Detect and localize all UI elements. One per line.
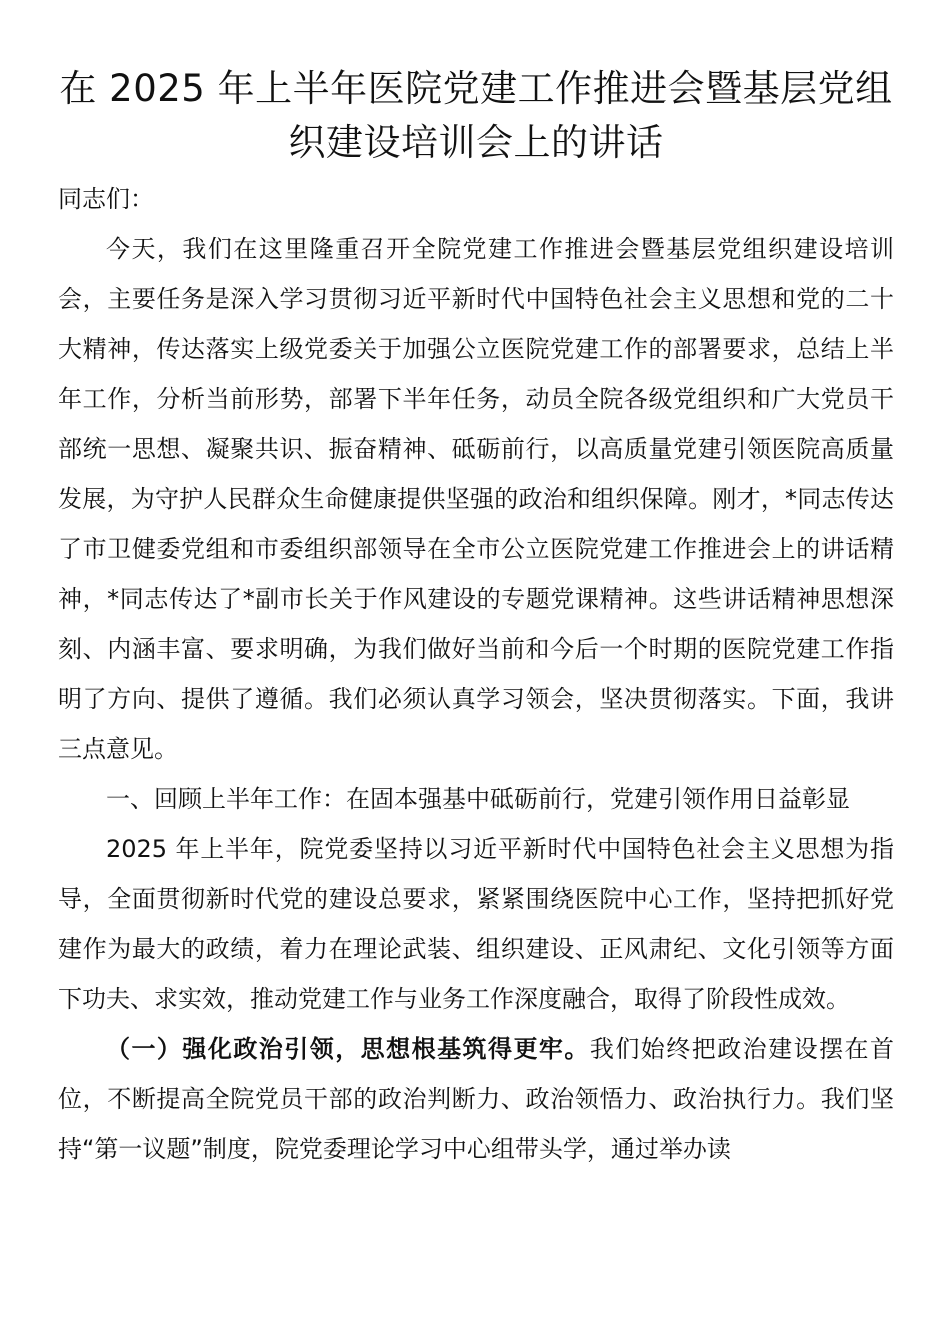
subsection-heading: （一）强化政治引领，思想根基筑得更牢。 <box>106 1035 590 1063</box>
document-title: 在 2025 年上半年医院党建工作推进会暨基层党组织建设培训会上的讲话 <box>59 67 893 164</box>
section-heading-1 <box>58 774 894 824</box>
paragraph-text: 2025 年上半年，院党委坚持以习近平新时代中国特色社会主义思想为指导，全面贯彻新时代党的建设总要求，紧紧围绕医院中心工作，坚持把抓好党建作为最大的政绩，着力在理论武装、组织建设、正风肃纪、文化引领等方面下功夫、求实效，推动党建工作与业务工作深度融合，取得了阶段性成效。 <box>58 835 894 1013</box>
paragraph-opening <box>58 224 894 774</box>
greeting: 同志们： <box>58 185 154 213</box>
paragraph-text: 今天，我们在这里隆重召开全院党建工作推进会暨基层党组织建设培训会，主要任务是深入学习贯彻习近平新时代中国特色社会主义思想和党的二十大精神，传达落实上级党委关于加强公立医院党建工作的部署要求，总结上半年工作，分析当前形势，部署下半年任务，动员全院各级党组织和广大党员干部统一思想、凝聚共识、振奋精神、砥砺前行，以高质量党建引领医院高质量发展，为守护人民群众生命健康提供坚强的政治和组织保障。刚才，*同志传达了市卫健委党组和市委组织部领导在全市公立医院党建工作推进会上的讲话精神，*同志传达了*副市长关于作风建设的专题党课精神。这些讲话精神思想深刻、内涵丰富、要求明确，为我们做好当前和今后一个时期的医院党建工作指明了方向、提供了遵循。我们必须认真学习领会，坚决贯彻落实。下面，我讲三点意见。 <box>58 235 894 763</box>
document-page <box>58 62 894 1174</box>
paragraph-text: 我们始终把政治建设摆在首位，不断提高全院党员干部的政治判断力、政治领悟力、政治执行力。我们坚持“第一议题”制度，院党委理论学习中心组带头学，通过举办读 <box>58 1035 895 1163</box>
paragraph-review <box>58 824 894 1024</box>
section-heading-text: 一、回顾上半年工作：在固本强基中砥砺前行，党建引领作用日益彰显 <box>106 785 850 813</box>
paragraph-subsection-1 <box>58 1024 894 1174</box>
